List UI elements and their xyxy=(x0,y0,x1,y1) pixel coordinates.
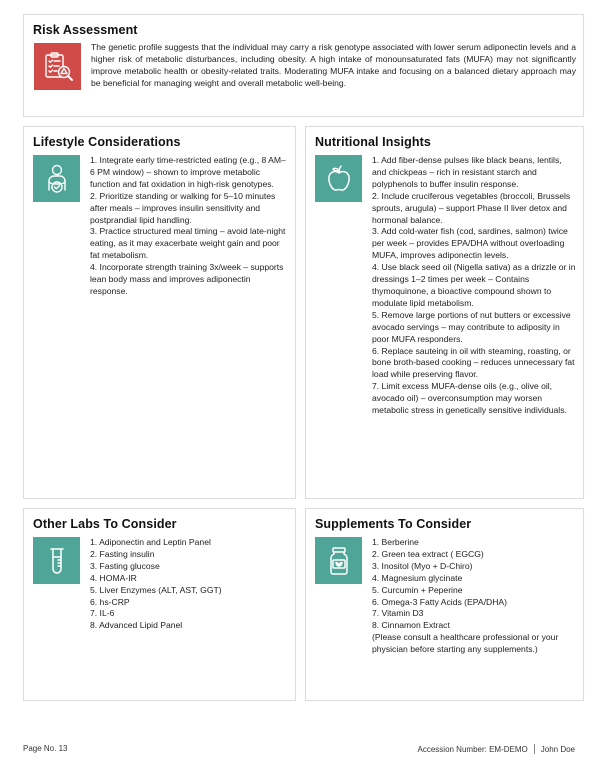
list-item: 5. Liver Enzymes (ALT, AST, GGT) xyxy=(90,584,222,595)
lifestyle-considerations-section xyxy=(23,126,296,499)
supplements-list xyxy=(372,537,572,656)
list-item: 8. Cinnamon Extract xyxy=(372,620,450,631)
patient-name: John Doe xyxy=(540,744,575,754)
list-item: 1. Add fiber-dense pulses like black beans, lentils, and chickpeas – rich in resistant starch and polyphenols to buffer insulin response. xyxy=(372,155,562,189)
list-item: 5. Remove large portions of nut butters or excessive avocado servings – may contribute to adiposity in poor MUFA responders. xyxy=(372,309,571,344)
list-item: 6. Replace sauteing in oil with steaming, roasting, or bone broth-based cooking – reduces unnecessary fat load while preserving flavor. xyxy=(372,345,575,380)
list-item: 1. Berberine xyxy=(372,537,419,547)
labs-title: Other Labs To Consider xyxy=(33,517,177,531)
footer-info xyxy=(418,744,576,754)
person-check-icon xyxy=(33,155,80,202)
risk-assessment-title: Risk Assessment xyxy=(33,23,138,37)
supplements-title: Supplements To Consider xyxy=(315,517,472,531)
footer-divider xyxy=(534,744,535,754)
lifestyle-title: Lifestyle Considerations xyxy=(33,135,181,149)
list-item: 2. Prioritize standing or walking for 5–10 minutes after meals – improves insulin sensitivity and postprandial lipid handling. xyxy=(90,190,276,225)
labs-list xyxy=(90,537,290,632)
list-item: 1. Adiponectin and Leptin Panel xyxy=(90,537,211,547)
list-item: 3. Practice structured meal timing – avoid late-night eating, as it may exacerbate weight gain and poor fat metabolism. xyxy=(90,226,286,261)
lifestyle-list xyxy=(90,155,290,298)
list-item: 2. Green tea extract ( EGCG) xyxy=(372,548,484,559)
apple-icon xyxy=(315,155,362,202)
list-item: 4. Incorporate strength training 3x/week – supports lean body mass and improves adiponectin response. xyxy=(90,262,284,296)
list-item: 4. HOMA-IR xyxy=(90,572,137,583)
nutrition-title: Nutritional Insights xyxy=(315,135,431,149)
page-number: Page No. 13 xyxy=(23,744,68,753)
list-item: 6. hs-CRP xyxy=(90,596,130,607)
clipboard-warning-icon xyxy=(34,43,81,90)
list-item: 7. IL-6 xyxy=(90,608,115,619)
list-item: 1. Integrate early time-restricted eating (e.g., 8 AM–6 PM window) – shown to improve metabolic function and fat oxidation in high-risk genotypes. xyxy=(90,155,286,189)
list-item: 2. Fasting insulin xyxy=(90,548,155,559)
list-item: 7. Vitamin D3 xyxy=(372,608,424,619)
list-item: 8. Advanced Lipid Panel xyxy=(90,620,183,631)
list-item: 4. Magnesium glycinate xyxy=(372,572,463,583)
list-item: 3. Add cold-water fish (cod, sardines, salmon) twice per week – provides EPA/DHA without overloading MUFA, improves adiponectin levels. xyxy=(372,226,568,261)
list-item: 3. Fasting glucose xyxy=(90,560,160,571)
nutritional-insights-section xyxy=(305,126,584,499)
supplement-bottle-icon xyxy=(315,537,362,584)
list-item: 6. Omega-3 Fatty Acids (EPA/DHA) xyxy=(372,596,507,607)
supplements-section xyxy=(305,508,584,701)
nutrition-list xyxy=(372,155,577,417)
list-item: 7. Limit excess MUFA-dense oils (e.g., olive oil, avocado oil) – overconsumption may worsen metabolic stress in genetically sensitive individuals. xyxy=(372,381,567,416)
accession-number: Accession Number: EM-DEMO xyxy=(417,744,528,754)
list-item: 2. Include cruciferous vegetables (broccoli, Brussels sprouts, arugula) – support Phase II liver detox and hormonal balance. xyxy=(372,190,571,225)
risk-assessment-text: The genetic profile suggests that the individual may carry a risk genotype associated with lower serum adiponectin levels and a higher risk of metabolic disturbances, including obesity. A high intake of monounsaturated fats (MUFA) may not significantly improve metabolic health or obesity-related traits. Moderating MUFA intake and focusing on a balanced dietary approach may be beneficial for managing weight and overall metabolic well-being. xyxy=(91,42,576,88)
test-tube-icon xyxy=(33,537,80,584)
other-labs-section xyxy=(23,508,296,701)
list-item: 4. Use black seed oil (Nigella sativa) as a drizzle or in dressings 1–2 times per week – Contains thymoquinone, a bioactive compound shown to modulate lipid metabolism. xyxy=(372,262,576,308)
risk-assessment-section xyxy=(23,14,584,117)
list-item: 5. Curcumin + Peperine xyxy=(372,584,463,595)
list-item: 3. Inositol (Myo + D-Chiro) xyxy=(372,560,473,571)
supplements-disclaimer: (Please consult a healthcare professional or your physician before starting any supplements.) xyxy=(372,632,559,655)
